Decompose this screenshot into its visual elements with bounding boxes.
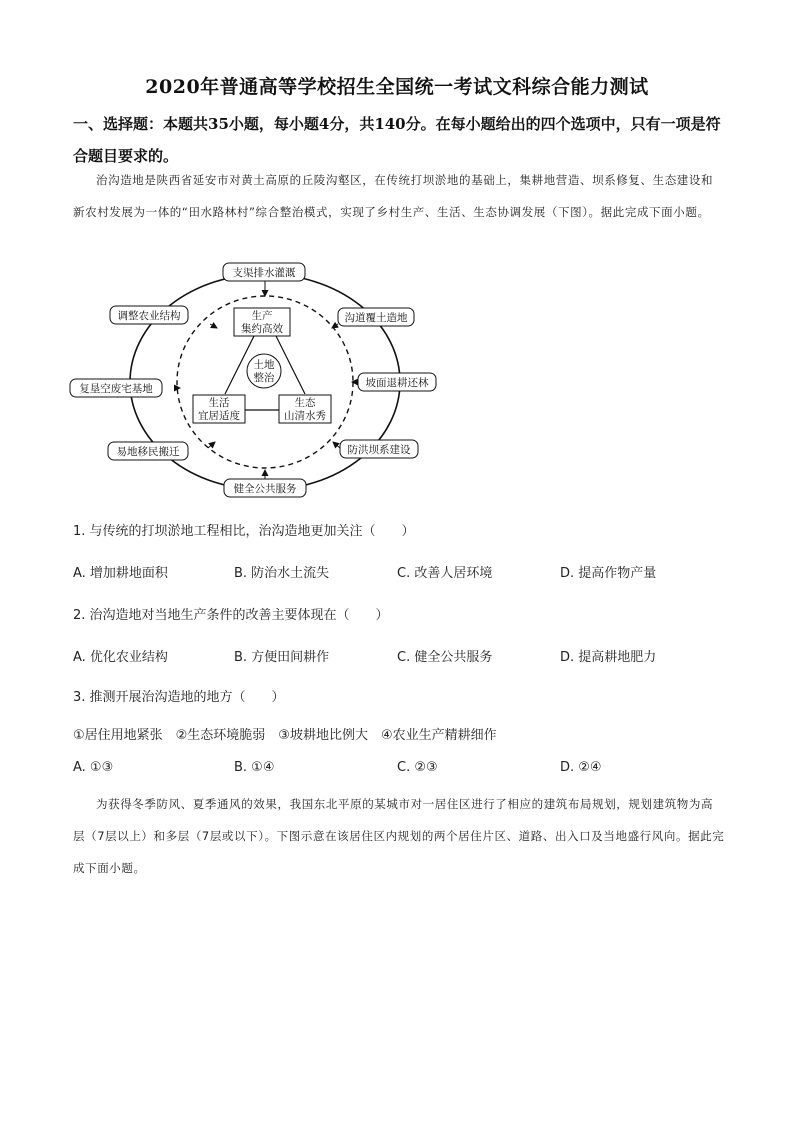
production-line2: 集约高效 bbox=[241, 323, 283, 335]
label-top-text: 支渠排水灌溉 bbox=[232, 267, 296, 279]
q1-option-d: D. 提高作物产量 bbox=[560, 566, 657, 581]
q3-option-b: B. ①④ bbox=[234, 760, 275, 775]
label-bottom bbox=[224, 479, 306, 497]
life-box bbox=[193, 395, 245, 423]
q2-option-b: B. 方便田间耕作 bbox=[234, 650, 330, 665]
section-heading: 一、选择题：本题共35小题，每小题4分，共140分。在每小题给出的四个选项中，只有一项是符合题目要求的。 bbox=[73, 115, 721, 165]
q1-option-b: B. 防治水土流失 bbox=[234, 566, 330, 581]
label-bottom-left bbox=[108, 442, 188, 460]
production-line1: 生产 bbox=[251, 310, 273, 322]
life-line1: 生活 bbox=[208, 397, 230, 409]
ecology-line1: 生态 bbox=[294, 397, 316, 409]
label-top-left bbox=[110, 306, 188, 324]
label-bottom-right bbox=[340, 440, 418, 458]
label-top bbox=[223, 263, 305, 281]
label-bottom-right-text: 防洪坝系建设 bbox=[347, 444, 411, 456]
label-top-right bbox=[338, 308, 414, 326]
center-line2: 整治 bbox=[253, 372, 275, 384]
label-top-right-text: 沟道覆土造地 bbox=[344, 312, 408, 324]
q3-option-a: A. ①③ bbox=[73, 760, 114, 775]
q2-option-c: C. 健全公共服务 bbox=[397, 650, 493, 665]
exam-title: 2020年普通高等学校招生全国统一考试文科综合能力测试 bbox=[145, 76, 649, 98]
q1-option-a: A. 增加耕地面积 bbox=[73, 566, 168, 581]
question-1-stem: 1. 与传统的打坝淤地工程相比，治沟造地更加关注（ ） bbox=[73, 524, 415, 539]
q3-option-c: C. ②③ bbox=[397, 760, 438, 775]
q3-option-d: D. ②④ bbox=[560, 760, 602, 775]
label-left bbox=[70, 379, 162, 397]
life-line2: 宜居适度 bbox=[198, 410, 240, 422]
passage-1: 治沟造地是陕西省延安市对黄土高原的丘陵沟壑区，在传统打坝淤地的基础上，集耕地营造、坝系修复、生态建设和新农村发展为一体的“田水路林村”综合整治模式，实现了乡村生产、生活、生态协调发展（下图）。据此完成下面小题。 bbox=[73, 173, 714, 219]
label-right-text: 坡面退耕还林 bbox=[365, 377, 429, 389]
center-circle bbox=[247, 354, 281, 388]
q2-option-a: A. 优化农业结构 bbox=[73, 650, 168, 665]
passage-2: 为获得冬季防风、夏季通风的效果，我国东北平原的某城市对一居住区进行了相应的建筑布局规划，规划建筑物为高层（7层以上）和多层（7层或以下）。下图示意在该居住区内规划的两个居住片区、道路、出入口及当地盛行风向。据此完成下面小题。 bbox=[73, 797, 725, 875]
q3-statements: ①居住用地紧张 ②生态环境脆弱 ③坡耕地比例大 ④农业生产精耕细作 bbox=[73, 728, 497, 743]
production-box bbox=[234, 308, 290, 336]
q2-option-d: D. 提高耕地肥力 bbox=[560, 650, 657, 665]
ecology-line2: 山清水秀 bbox=[284, 410, 326, 422]
center-line1: 土地 bbox=[253, 359, 275, 371]
question-3-stem: 3. 推测开展治沟造地的地方（ ） bbox=[73, 690, 285, 705]
label-left-text: 复垦空废宅基地 bbox=[79, 383, 153, 395]
ecology-box bbox=[279, 395, 331, 423]
question-2-stem: 2. 治沟造地对当地生产条件的改善主要体现在（ ） bbox=[73, 608, 389, 623]
label-right bbox=[358, 373, 436, 391]
label-top-left-text: 调整农业结构 bbox=[117, 310, 181, 322]
label-bottom-left-text: 易地移民搬迁 bbox=[116, 446, 180, 458]
label-bottom-text: 健全公共服务 bbox=[233, 483, 297, 495]
q1-option-c: C. 改善人居环境 bbox=[397, 566, 493, 581]
land-consolidation-diagram bbox=[60, 258, 460, 508]
